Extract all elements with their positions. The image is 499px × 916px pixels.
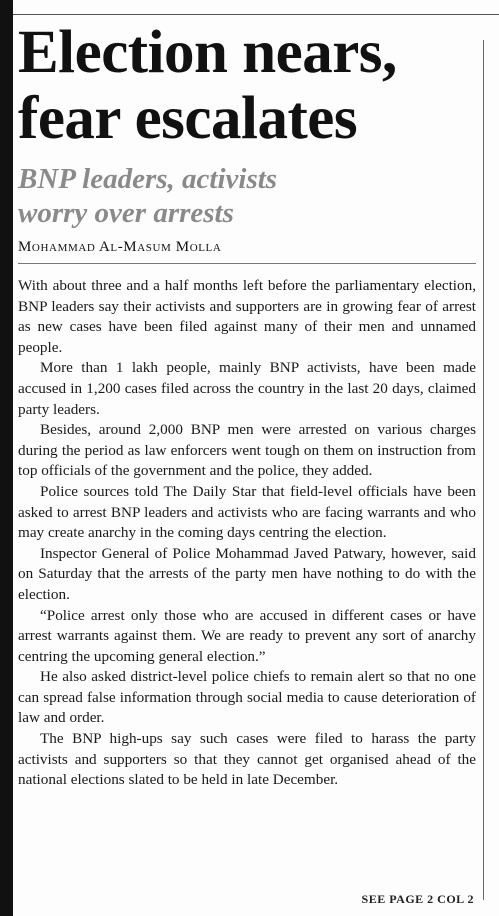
- subheadline: [18, 162, 476, 230]
- subhead-line-1: BNP leaders, activists: [18, 163, 278, 195]
- headline-line-2: fear escalates: [18, 85, 358, 152]
- paragraph-1: With about three and a half months left before the parliamentary election, BNP leaders say their activists and supporters are in growing fear of arrest as new cases have been filed against many of their men and unnamed people.: [18, 277, 476, 356]
- paragraph-3: Besides, around 2,000 BNP men were arrested on various charges during the period as law enforcers went tough on them on instruction from top officials of the government and the police, they added.: [18, 421, 476, 480]
- paragraph-6: “Police arrest only those who are accused in different cases or have arrest warrants against them. We are ready to prevent any sort of anarchy centring the upcoming general election.”: [18, 606, 476, 665]
- news-article: [18, 20, 476, 791]
- column-rule: [483, 40, 484, 900]
- article-body: [18, 276, 476, 791]
- paragraph-4: Police sources told The Daily Star that field-level officials have been asked to arrest BNP leaders and activists who are facing warrants and who may create anarchy in the coming days centring the election.: [18, 482, 476, 542]
- paragraph-5: Inspector General of Police Mohammad Javed Patwary, however, said on Saturday that the arrests of the party men have nothing to do with the election.: [18, 544, 476, 603]
- headline: [18, 20, 476, 152]
- continued-on-page-note: SEE PAGE 2 COL 2: [361, 892, 474, 906]
- headline-line-1: Election nears,: [18, 19, 397, 86]
- paragraph-7: He also asked district-level police chiefs to remain alert so that no one can spread false information through social media to cause deterioration of law and order.: [18, 668, 476, 727]
- subhead-line-2: worry over arrests: [18, 197, 234, 229]
- paragraph-2: More than 1 lakh people, mainly BNP activists, have been made accused in 1,200 cases filed across the country in the last 20 days, claimed party leaders.: [18, 359, 476, 418]
- top-rule: [13, 14, 499, 15]
- byline: Mohammad Al-Masum Molla: [18, 238, 476, 264]
- paragraph-8: The BNP high-ups say such cases were filed to harass the party activists and supporters so that they cannot get organised ahead of the national elections slated to be held in late December.: [18, 730, 476, 789]
- page-edge-bar: [0, 0, 13, 916]
